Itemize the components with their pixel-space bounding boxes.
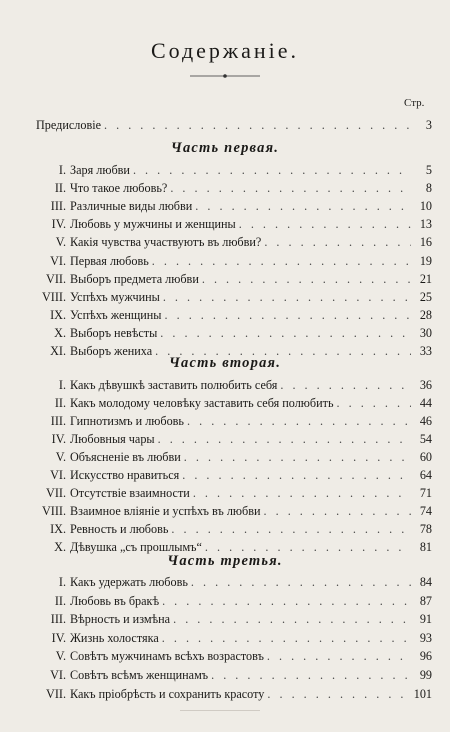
toc-page-number: 8 — [425, 181, 432, 196]
toc-row[interactable] — [36, 521, 432, 538]
toc-page-number: 101 — [413, 686, 432, 701]
toc-entry-title: Выборъ предмета любви — [70, 271, 199, 286]
chapter-number: VI. — [50, 668, 66, 682]
page-title: Содержаніе. — [150, 38, 300, 63]
toc-page-number: 71 — [419, 486, 432, 500]
chapter-number: III. — [50, 414, 66, 428]
chapter-number: IV. — [51, 217, 66, 232]
toc-entry-title: Любовь у мужчины и женщины — [70, 217, 236, 232]
toc-page-number: 19 — [419, 253, 432, 268]
toc-entry-title: Взаимное вліяніе и успѣхъ въ любви — [70, 504, 261, 518]
toc-page-number: 54 — [419, 432, 432, 446]
dot-leader — [280, 377, 411, 394]
toc-page-number: 84 — [419, 575, 432, 589]
dot-leader — [160, 325, 411, 342]
toc-row[interactable] — [36, 253, 432, 270]
toc-page-number: 44 — [419, 396, 432, 410]
chapter-number: III. — [50, 199, 66, 214]
toc-row[interactable] — [36, 449, 432, 466]
chapter-number: II. — [54, 396, 66, 410]
dot-leader — [104, 117, 411, 134]
toc-row[interactable] — [36, 271, 432, 288]
toc-entry-title: Совѣтъ мужчинамъ всѣхъ возрастовъ — [70, 649, 264, 664]
toc-entry-title: Какъ удержать любовь — [70, 575, 188, 589]
toc-entry-title: Какъ молодому человѣку заставить себя полюбить — [70, 396, 334, 410]
toc-page-number: 96 — [419, 649, 432, 664]
part-three-heading: Часть третья. — [167, 553, 283, 569]
dot-leader — [239, 216, 411, 233]
chapter-number: I. — [58, 163, 66, 177]
chapter-number: II. — [54, 181, 66, 196]
toc-page-number: 3 — [425, 118, 432, 132]
toc-page-number: 46 — [419, 414, 432, 428]
toc-row[interactable] — [36, 574, 432, 591]
toc-row[interactable] — [36, 325, 432, 342]
dot-leader — [165, 307, 412, 324]
dot-leader — [163, 289, 411, 306]
toc-row[interactable] — [36, 686, 432, 703]
toc-entry-title: Первая любовь — [70, 253, 149, 268]
chapter-number: V. — [55, 649, 66, 664]
dot-leader — [162, 630, 411, 647]
toc-entry-title: Успѣхъ женщины — [70, 307, 162, 322]
toc-row[interactable] — [36, 395, 432, 412]
chapter-number: II. — [54, 593, 66, 608]
chapter-number: IV. — [51, 630, 66, 645]
page-footer-mark — [180, 710, 260, 721]
chapter-number: VI. — [50, 253, 66, 268]
toc-page-number: 81 — [419, 540, 432, 554]
dot-leader — [187, 413, 411, 430]
toc-entry-title: Какія чувства участвуютъ въ любви? — [70, 235, 262, 250]
toc-entry-title: Гипнотизмъ и любовь — [70, 414, 184, 428]
toc-entry-title: Какъ дѣвушкѣ заставить полюбить себя — [70, 378, 278, 392]
chapter-number: VII. — [46, 486, 66, 500]
dot-leader — [195, 198, 411, 215]
toc-page-number: 10 — [419, 199, 432, 214]
toc-page-number: 13 — [419, 217, 432, 232]
toc-row[interactable] — [36, 307, 432, 324]
dot-leader — [202, 271, 411, 288]
toc-entry-title: Ревность и любовь — [70, 522, 169, 536]
dot-leader — [264, 234, 411, 251]
toc-entry-title: Совѣтъ всѣмъ женщинамъ — [70, 668, 209, 682]
toc-row[interactable] — [36, 648, 432, 665]
toc-entry-title: Объясненіе въ любви — [70, 450, 181, 464]
toc-entry-title: Предисловіе — [36, 118, 102, 132]
dot-leader — [152, 253, 411, 270]
toc-page-number: 60 — [419, 450, 432, 464]
chapter-number: I. — [58, 378, 66, 392]
toc-page-number: 64 — [419, 468, 432, 482]
toc-row[interactable] — [36, 180, 432, 197]
toc-page-number: 25 — [419, 289, 432, 304]
toc-row[interactable] — [36, 630, 432, 647]
toc-page-number: 78 — [419, 522, 432, 536]
toc-page-number: 36 — [419, 378, 432, 392]
chapter-number: III. — [50, 612, 66, 627]
dot-leader — [184, 449, 411, 466]
dot-leader — [193, 485, 411, 502]
dot-leader — [162, 593, 411, 610]
toc-entry-title: Дѣвушка „съ прошлымъ“ — [70, 540, 202, 554]
toc-page-number: 74 — [419, 504, 432, 518]
dot-leader — [211, 667, 411, 684]
toc-row[interactable] — [36, 234, 432, 251]
toc-entry-title: Жизнь холостяка — [70, 630, 159, 645]
dot-leader — [337, 395, 412, 412]
dot-leader — [170, 180, 411, 197]
toc-row[interactable] — [36, 289, 432, 306]
toc-row[interactable] — [36, 503, 432, 520]
part-one-heading: Часть первая. — [170, 140, 280, 156]
toc-page-number: 30 — [419, 325, 432, 340]
toc-page-number: 91 — [419, 612, 432, 627]
dot-leader — [267, 648, 411, 665]
chapter-number: IV. — [51, 432, 66, 446]
toc-entry-title: Различные виды любви — [70, 199, 193, 214]
toc-page-number: 21 — [419, 271, 432, 286]
toc-page-number: 16 — [419, 235, 432, 250]
chapter-number: I. — [58, 575, 66, 589]
toc-page-number: 33 — [419, 344, 432, 358]
dot-leader — [158, 431, 411, 448]
chapter-number: VI. — [50, 468, 66, 482]
toc-entry-title: Выборъ жениха — [70, 344, 153, 358]
toc-entry-title: Вѣрность и измѣна — [70, 612, 171, 627]
chapter-number: VII. — [46, 271, 66, 286]
toc-row[interactable] — [36, 611, 432, 628]
toc-entry-title: Успѣхъ мужчины — [70, 289, 160, 304]
toc-entry-title: Любовь въ бракѣ — [70, 593, 160, 608]
chapter-number: VIII. — [41, 289, 66, 304]
dot-leader — [264, 503, 412, 520]
toc-page-number: 5 — [425, 163, 432, 177]
chapter-number: V. — [55, 450, 66, 464]
toc-row[interactable] — [36, 431, 432, 448]
toc-row[interactable] — [36, 467, 432, 484]
toc-entry-title: Какъ пріобрѣсть и сохранить красоту — [70, 686, 265, 701]
toc-entry-title: Заря любви — [70, 163, 130, 177]
toc-row[interactable] — [36, 377, 432, 394]
toc-row[interactable] — [36, 162, 432, 179]
chapter-number: IX. — [50, 307, 66, 322]
toc-page-number: 93 — [419, 630, 432, 645]
toc-row-preface[interactable] — [36, 117, 432, 134]
dot-leader — [267, 686, 410, 703]
toc-row[interactable] — [36, 593, 432, 610]
toc-page-number: 28 — [419, 307, 432, 322]
toc-row[interactable] — [36, 198, 432, 215]
toc-row[interactable] — [36, 413, 432, 430]
page-column-heading: Стр. — [404, 97, 425, 109]
toc-row[interactable] — [36, 485, 432, 502]
toc-entry-title: Выборъ невѣсты — [70, 325, 158, 340]
chapter-number: X. — [54, 325, 66, 340]
toc-entry-title: Отсутствіе взаимности — [70, 486, 190, 500]
chapter-number: VIII. — [41, 504, 66, 518]
dot-leader — [182, 467, 411, 484]
toc-entry-title: Искусство нравиться — [70, 468, 180, 482]
chapter-number: X. — [54, 540, 66, 554]
chapter-number: XI. — [50, 344, 66, 358]
chapter-number: VII. — [46, 686, 66, 701]
toc-row[interactable] — [36, 667, 432, 684]
toc-entry-title: Что такое любовь? — [70, 181, 168, 196]
toc-entry-title: Любовныя чары — [70, 432, 155, 446]
chapter-number: V. — [55, 235, 66, 250]
toc-row[interactable] — [36, 216, 432, 233]
ornament-divider — [190, 72, 260, 80]
dot-leader — [191, 574, 411, 591]
toc-page-number: 87 — [419, 593, 432, 608]
dot-leader — [173, 611, 411, 628]
part-two-heading: Часть вторая. — [168, 355, 282, 371]
dot-leader — [171, 521, 411, 538]
dot-leader — [133, 162, 411, 179]
chapter-number: IX. — [50, 522, 66, 536]
toc-page-number: 99 — [419, 668, 432, 682]
